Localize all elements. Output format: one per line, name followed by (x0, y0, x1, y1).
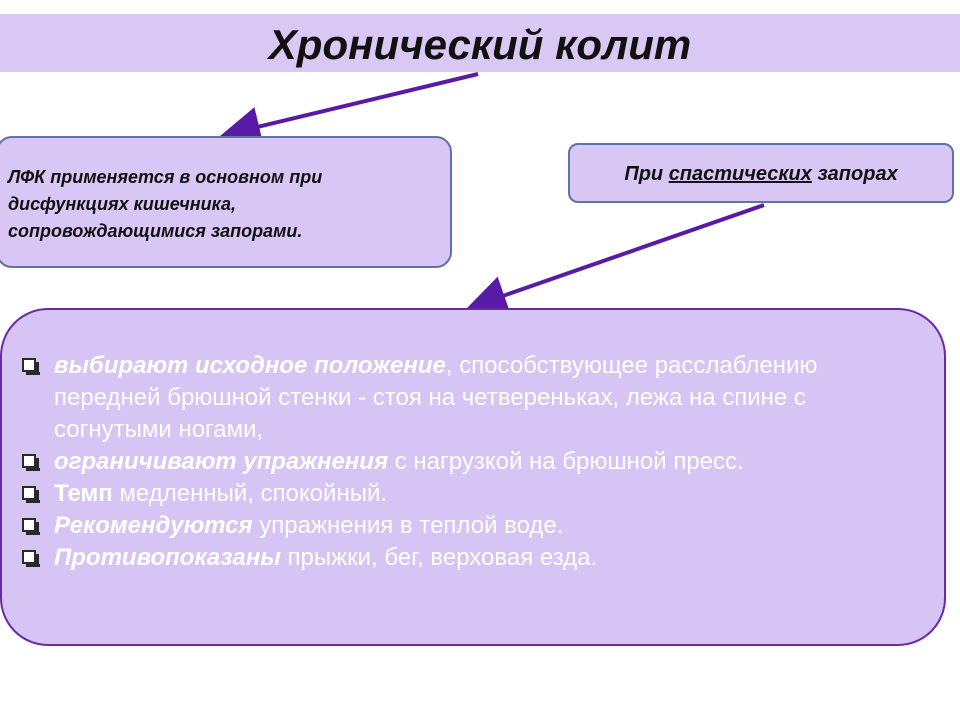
list-item-emphasis: Рекомендуются (54, 512, 253, 539)
list-item-emphasis: ограничивают упражнения (54, 448, 389, 475)
checkbox-bullet-icon (22, 454, 36, 468)
list-item (22, 350, 882, 446)
list-item-text: прыжки, бег, верховая езда. (280, 544, 598, 571)
slide-title: Хронический колит (268, 21, 692, 68)
list-item (22, 510, 882, 542)
list-item-text: с нагрузкой на брюшной пресс. (388, 448, 744, 475)
left-info-line: ЛФК применяется в основном при (8, 167, 323, 187)
right-info-box (568, 143, 954, 203)
arrow-icon (228, 74, 478, 134)
list-item-emphasis: выбирают исходное положение (54, 352, 446, 379)
list-item-text: упражнения в теплой воде. (252, 512, 564, 539)
list-item (22, 446, 882, 478)
list-item-text: медленный, спокойный. (112, 480, 388, 507)
left-info-line: дисфункциях кишечника, (8, 194, 237, 214)
checkbox-bullet-icon (22, 358, 36, 372)
right-text-after: запорах (811, 163, 898, 185)
list-item-emphasis: Темп (54, 480, 113, 507)
right-text-before: При (624, 163, 669, 185)
left-info-line: сопровождающимися запорами. (8, 221, 303, 241)
list-item-emphasis: Противопоказаны (54, 544, 281, 571)
arrow-icon (474, 205, 764, 306)
checkbox-bullet-icon (22, 550, 36, 564)
left-info-text (8, 164, 448, 245)
right-info-text (570, 145, 952, 201)
list-item (22, 478, 882, 510)
list-item-text: , способствующее расслаблению передней брюшной стенки - стоя на четвереньках, лежа на спине с согнутыми ногами, (54, 352, 818, 443)
list-item (22, 542, 882, 574)
checkbox-bullet-icon (22, 518, 36, 532)
checkbox-bullet-icon (22, 486, 36, 500)
right-text-underlined: спастических (668, 163, 812, 185)
recommendations-list (22, 350, 882, 574)
left-info-box (0, 136, 452, 268)
